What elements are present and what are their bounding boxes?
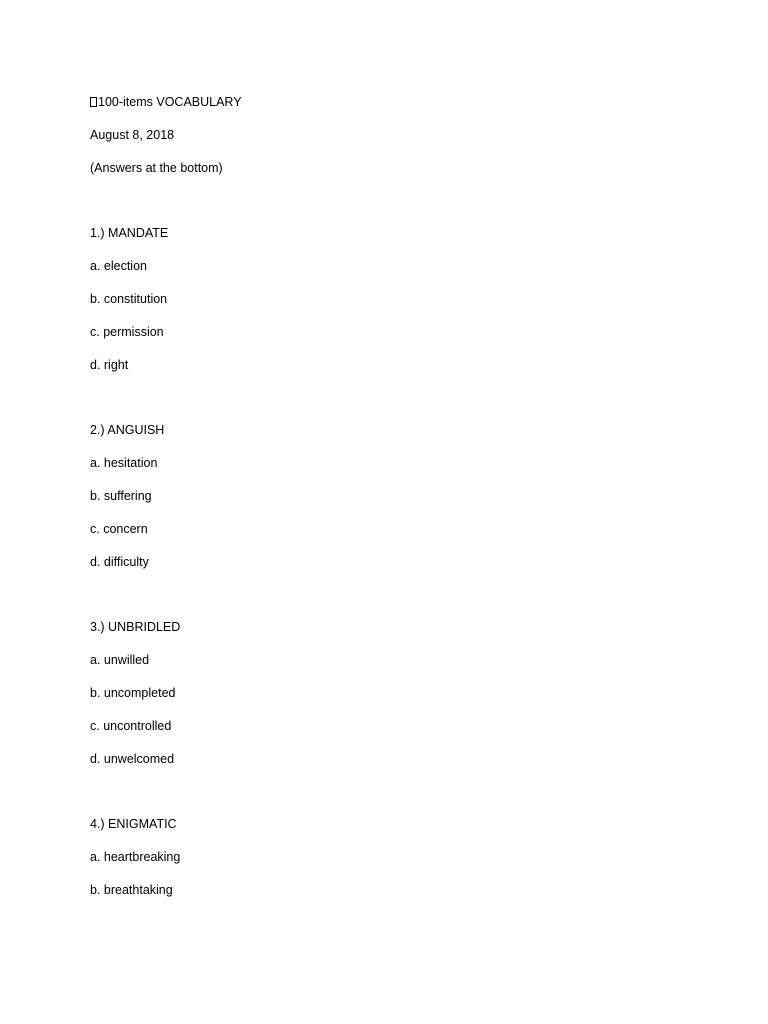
question-prompt: 1.) MANDATE [90,226,169,240]
spacer [90,191,690,223]
question-block-2 [90,420,690,572]
answer-option-c: c. permission [90,325,164,339]
document-title [90,92,690,112]
answer-option-d: d. difficulty [90,555,149,569]
answer-option-a: a. heartbreaking [90,850,181,864]
spacer [90,782,690,814]
answer-option-b: b. constitution [90,292,168,306]
answer-option-c: c. concern [90,522,148,536]
answer-option-d: d. right [90,358,129,372]
answer-option-b: b. uncompleted [90,686,176,700]
question-block-4 [90,814,690,900]
question-prompt: 2.) ANGUISH [90,423,165,437]
spacer [90,388,690,420]
question-prompt: 4.) ENIGMATIC [90,817,177,831]
answer-option-d: d. unwelcomed [90,752,175,766]
answer-option-b: b. suffering [90,489,152,503]
question-prompt: 3.) UNBRIDLED [90,620,181,634]
document-date: August 8, 2018 [90,128,175,142]
answer-option-c: c. uncontrolled [90,719,172,733]
answer-option-b: b. breathtaking [90,883,173,897]
spacer [90,585,690,617]
missing-glyph-icon [90,97,97,107]
question-block-1 [90,223,690,375]
question-block-3 [90,617,690,769]
answer-option-a: a. hesitation [90,456,158,470]
answer-option-a: a. unwilled [90,653,150,667]
answer-option-a: a. election [90,259,147,273]
document-title-text: 100-items VOCABULARY [98,95,242,109]
answers-note: (Answers at the bottom) [90,161,223,175]
document-body [90,92,690,913]
